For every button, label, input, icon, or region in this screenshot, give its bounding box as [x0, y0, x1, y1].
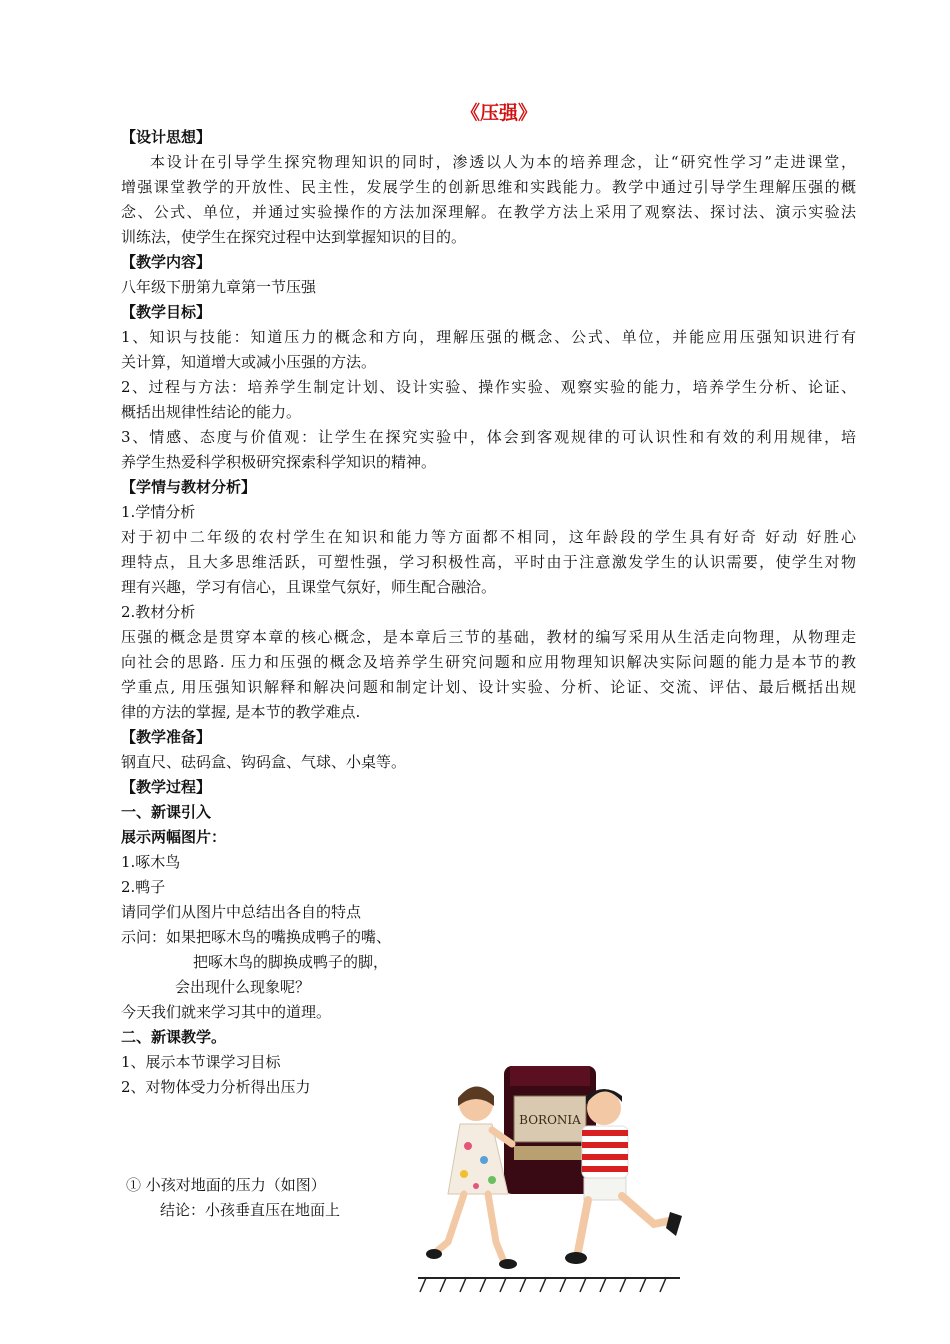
design-line-4: 训练法，使学生在探究过程中达到掌握知识的目的。: [121, 228, 467, 246]
bottle-neck-band: [510, 1066, 590, 1086]
heading-goals: 【教学目标】: [121, 303, 212, 321]
goal-line-1: 1、知识与技能：知道压力的概念和方向，理解压强的概念、公式、单位，并能应用压强知识进行有: [121, 328, 856, 346]
process-step1: 1、展示本节课学习目标: [121, 1053, 281, 1071]
boy-leg-left: [578, 1200, 588, 1252]
boy-leg-right: [622, 1196, 674, 1224]
bottle-label-bottom: [514, 1146, 586, 1160]
process-pic2: 2.鸭子: [121, 878, 166, 896]
process-q3: 会出现什么现象呢？: [175, 978, 311, 996]
analysis2-line-4: 律的方法的掌握, 是本节的教学难点.: [121, 703, 361, 721]
analysis1-line-2: 理特点，且大多思维活跃，可塑性强，学习积极性高，平时由于注意激发学生的认识需要，使学生对物: [121, 553, 856, 571]
design-line-1: 本设计在引导学生探究物理知识的同时，渗透以人为本的培养理念，让“研究性学习”走进课堂，: [150, 153, 856, 171]
bottle-label-text: BORONIA: [519, 1113, 581, 1127]
process-today: 今天我们就来学习其中的道理。: [121, 1003, 332, 1021]
analysis2-line-1: 压强的概念是贯穿本章的核心概念，是本章后三节的基础，教材的编写采用从生活走向物理，从物理走: [121, 628, 856, 646]
boy-shoe-right: [666, 1212, 682, 1236]
analysis2-line-3: 学重点, 用压强知识解释和解决问题和制定计划、设计实验、分析、论证、交流、评估、最后概括出规: [121, 678, 856, 696]
process-pic1: 1.啄木鸟: [121, 853, 181, 871]
process-show: 展示两幅图片：: [121, 828, 227, 846]
prep-text: 钢直尺、砝码盒、钩码盒、气球、小桌等。: [121, 753, 407, 771]
illustration-svg: [418, 1066, 690, 1298]
heading-content: 【教学内容】: [121, 253, 212, 271]
process-q2: 把啄木鸟的脚换成鸭子的脚，: [193, 953, 389, 971]
analysis-sub1: 1.学情分析: [121, 503, 196, 521]
process-case1: ① 小孩对地面的压力（如图）: [126, 1176, 326, 1194]
girl-leg-right: [488, 1194, 504, 1262]
children-bottle-illustration: [418, 1066, 690, 1298]
goal-line-2: 关计算，知道增大或减小压强的方法。: [121, 353, 377, 371]
analysis2-line-2: 向社会的思路. 压力和压强的概念及培养学生研究问题和应用物理知识解决实际问题的能力是本节的教: [121, 653, 856, 671]
goal-line-4: 概括出规律性结论的能力。: [121, 403, 302, 421]
process-part1: 一、新课引入: [121, 803, 212, 821]
goal-line-6: 养学生热爱科学积极研究探索科学知识的精神。: [121, 453, 437, 471]
ground-hatching: [420, 1278, 666, 1292]
analysis-sub2: 2.教材分析: [121, 603, 196, 621]
design-line-2: 增强课堂教学的开放性、民主性，发展学生的创新思维和实践能力。教学中通过引导学生理解压强的概: [121, 178, 856, 196]
goal-line-5: 3、情感、态度与价值观：让学生在探究实验中，体会到客观规律的可认识性和有效的利用规律，培: [121, 428, 856, 446]
process-step2: 2、对物体受力分析得出压力: [121, 1078, 311, 1096]
girl-leg-left: [436, 1194, 464, 1252]
analysis1-line-3: 理有兴趣，学习有信心，且课堂气氛好，师生配合融洽。: [121, 578, 497, 596]
girl-shoe-right: [499, 1259, 517, 1269]
process-ask: 请同学们从图片中总结出各自的特点: [121, 903, 362, 921]
process-conclusion: 结论：小孩垂直压在地面上: [160, 1201, 341, 1219]
heading-design: 【设计思想】: [121, 128, 212, 146]
boy-shoe-left: [565, 1252, 587, 1264]
heading-process: 【教学过程】: [121, 778, 212, 796]
content-text: 八年级下册第九章第一节压强: [121, 278, 317, 296]
design-line-3: 念、公式、单位，并通过实验操作的方法加深理解。在教学方法上采用了观察法、探讨法、演示实验法: [121, 203, 856, 221]
girl-shoe-left: [426, 1249, 442, 1259]
page-title: 《压强》: [460, 102, 537, 124]
goal-line-3: 2、过程与方法：培养学生制定计划、设计实验、操作实验、观察实验的能力，培养学生分析、论证、: [121, 378, 856, 396]
analysis1-line-1: 对于初中二年级的农村学生在知识和能力等方面都不相同，这年龄段的学生具有好奇 好动 好胜心: [121, 528, 856, 546]
heading-analysis: 【学情与教材分析】: [121, 478, 257, 496]
process-part2: 二、新课教学。: [121, 1028, 227, 1046]
heading-prep: 【教学准备】: [121, 728, 212, 746]
process-q1: 示问：如果把啄木鸟的嘴换成鸭子的嘴、: [121, 928, 392, 946]
